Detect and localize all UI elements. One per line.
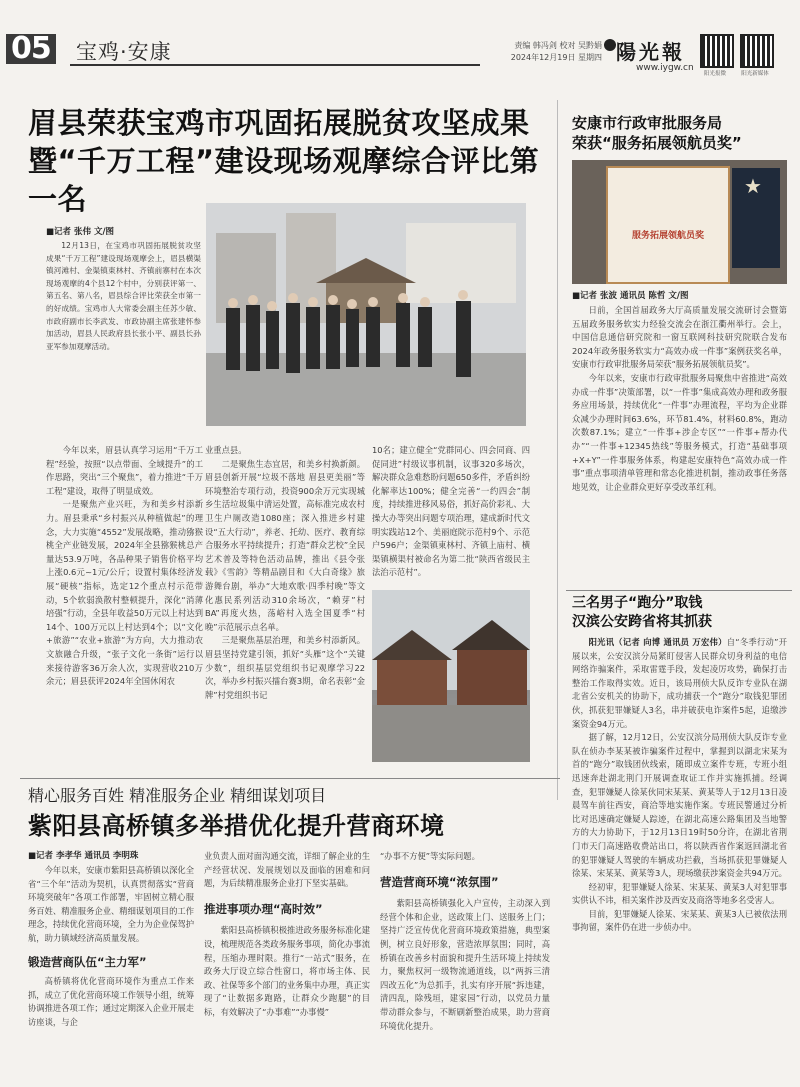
paragraph: 今年以来，安康市紫阳县高桥镇以深化全省“三个年”活动为契机，认真贯彻落实“营商环境突破年”各项工作部署，牢固树立精心服务百姓、精准服务企业、精细谋划项目的工作理念，持续优化营商环境，全力为企业保驾护航，助力镇域经济高质量发展。	[28, 865, 194, 943]
article2-headline[interactable]	[572, 113, 787, 153]
village-photo	[372, 590, 530, 762]
article-divider	[566, 590, 792, 591]
subheading: 推进事项办理“高时效”	[204, 901, 323, 916]
date-line: 2024年12月19日 星期四	[510, 53, 602, 62]
paragraph: 三是聚焦基层治理，和美乡村添新风。眉县坚持党建引领，抓好“头雁”这个“关键少数”，组织基层党组织书记观摩学习22次，举办乡村振兴擂台赛3期，命名表彰“金牌”村党组织书记	[205, 635, 365, 700]
paragraph: 据了解，12月12日，公安汉滨分局刑侦大队反诈专业队在侦办李某某被诈骗案件过程中，掌握到以湖北宋某为首的“跑分”取钱团伙线索，随即成立案件专班，专班小组迅速奔赴湖北荆门开展调查取证工作并实施抓捕。经调查，犯罪嫌疑人徐某伙同宋某某、黄某等人于12月13日凌晨驾车前往西安，商洽等地实施作案。专班民警通过分析比对迅速确定嫌疑人踪迹，在湖北高速公路集团及当地警方的大力协助下，于12月13日19时50分许，在湖北省荆门市天门高速路收费站出口，将以陕西省作案返回湖北省的犯罪嫌疑人驾驶的车辆成功拦截，当场抓获犯罪嫌疑人徐某、宋某某、黄某等3人，现场缴获涉案资金共94万元。	[572, 732, 787, 879]
subheading: 锻造营商队伍“主力军”	[28, 954, 147, 969]
qr-label: 阳光新媒体	[741, 71, 769, 77]
paragraph: 二是聚焦生态宜居，和美乡村换新颜。眉县创新开展“垃圾不落地 眉县更美丽”等环境整治专项行动，投资900余万元实现城乡生活垃圾集中清运处置，高标准完成农村卫生户厕改造1080座；深入推进乡村建设“五大行动”，养老、托幼、医疗、教育综合服务水平持续提升；打造“群众艺校”全民艺术普及等特色活动品牌，推出《县令张载》《雪韵》等精品剧目和《大白奇缘》旅游舞台剧，举办“大地欢歌·四季村晚”等文化惠民系列活动310余场次，“赖芽”村BA”再度火热，荡峪村入选全国夏季“村晚”示范展示点名单。	[205, 458, 365, 632]
article4-column-1	[28, 864, 194, 1084]
paragraph: 业重点县。	[205, 445, 247, 455]
website-url[interactable]: www.iygw.cn	[636, 63, 694, 73]
article1-column-2	[205, 444, 365, 774]
village-buildings	[372, 590, 530, 762]
article4-column-3	[380, 850, 550, 1084]
observation-visit-scene	[206, 203, 526, 426]
article3-byline: 阳光讯（记者 向博 通讯员 万宏伟）	[588, 637, 727, 647]
headline-line: 汉滨公安跨省将其抓获	[572, 614, 712, 630]
article3-body	[572, 636, 787, 1076]
issue-meta	[480, 40, 602, 64]
headline-line: 眉县荣获宝鸡市巩固拓展脱贫攻坚成果	[28, 106, 530, 140]
logo-sun-icon	[604, 39, 616, 51]
headline-line: 安康市行政审批服务局	[572, 114, 723, 132]
article1-lead	[46, 240, 201, 440]
section-title: 宝鸡·安康	[76, 40, 172, 64]
page-number: 05	[6, 34, 56, 64]
paragraph: 日前，全国首届政务大厅高质量发展交流研讨会暨第五届政务服务软实力经验交流会在浙江衢州举行。会上，中国信息通信研究院和一窗互联网科技研究院联合发布2024年政务服务软实力“高效办成一件事”案例获奖名单，安康市行政审批服务局荣获“服务拓展领航员奖”。	[572, 305, 787, 370]
paragraph: 今年以来，安康市行政审批服务局聚焦中省推进“高效办成一件事”决策部署，以“一件事”集成高效办理和政务服务应用场景，持续优化“一件事”办理流程，平均为企业群众减少办理时间63.6%，环节81.4%，材料60.8%，跑动次数87.1%；建立“一件事+涉企专区”“一件事+帮办代办”“一件事+12345热线”等服务模式，打造“基础事项+X+Y”一件事服务体系，构建起安康特色“高效办成一件事”重点事项清单管理和常态化推进机制，推动政事任务落地见效，让企业群众更好享受改革红利。	[572, 372, 787, 492]
paragraph: “办事不方便”等实际问题。	[380, 851, 480, 861]
qr-code-icon[interactable]	[700, 34, 734, 68]
article1-column-1	[46, 444, 203, 774]
paragraph: 紫阳县高桥镇积极推进政务服务标准化建设，梳理规范各类政务服务事项，简化办事流程，压缩办理时限。推行“一站式”服务，在政务大厅设立综合性窗口，将市场主体、民政、社保等多个部门的业务集中办理，真正实现了“让数据多跑路，让群众少跑腿”的目标，有效解决了“办事难”“办事慢”	[204, 925, 370, 1017]
paragraph: 紫阳县高桥镇强化入户宣传，主动深入到经营个体和企业，送政策上门、送服务上门；坚持广泛宣传优化营商环境政策措施，典型案例，树立良好形象，营造浓厚氛围；同时，高桥镇在改善乡村面貌和提升生活环境上持续发力，聚焦权河一级物流通道线，以“两拆三清四改五化”为总抓手，扎实有序开展“拆违建，清四乱，除残垣，建家园”行动，以党员力量带动群众参与，不断刷新整治成果，助力营商环境优化提升。	[380, 898, 550, 1031]
star-icon: ★	[744, 174, 762, 198]
award-photo	[572, 160, 787, 284]
paragraph: 10名；建立健全“党群同心、四会同商、四促同进”村级议事机制，议事320多场次，解决群众急难愁盼问题650多件，矛盾纠纷化解率达100%；健全完善“一约四会”制度，持续推进移风易俗，抓好高价彩礼、大操大办等突出问题专项治理，建成新时代文明实践站12个、美丽庭院示范村9个、示范户596户；金渠镇東林村、齐镇上庙村、横渠镇横渠村被命名为第二批“陕西省级民主法治示范村”。	[372, 445, 530, 578]
paragraph: 一是聚焦产业兴旺，为和美乡村添新力。眉县秉承“乡村振兴从种植做起”的理念，大力实施“4552”发展战略，推动猕猴桃全产业链发展，2024年全县猕猴桃总产量达53.9万吨，各品种果子销售价格平均上涨0.6元~1元/公斤；设置村集体经济发展“硬核”指标，选定12个重点村示范带动，5个软弱涣散村整顿提升，深化“消薄培强”行动，全县年收益50万元以上村达到14个、100万元以上村达到4个；以“文化+旅游”“农业+旅游”为方向，大力推动农文旅融合升级，“张子文化一条街”运行以来接待游客36万余人次，实现营收210万余元；眉县获评2024年全国休闲农	[46, 499, 203, 687]
editors-line: 责编 韩冯剑 校对 吴黔娟	[514, 41, 602, 50]
article2-body	[572, 304, 787, 586]
paragraph: 今年以来，眉县认真学习运用“千万工程”经验，按照“以点带面、全域提升”的工作思路，突出“三个聚焦”，着力推进“千万工程”建设，取得了明显成效。	[46, 445, 203, 496]
newspaper-logo: 陽光報	[616, 40, 685, 64]
lead-paragraph: 12月13日，在宝鸡市巩固拓展脱贫攻坚成果“千万工程”建设现场观摩会上，眉县横渠镇河滩村、金渠镇東林村、齐镇前寨村在本次现场观摩的4个县12个村中，分别获评第一、第五名、第八名，眉县综合评比荣获全市第一的好成绩。宝鸡市人大常委会副主任苏少敏、市政府副市长李武发、市政协副主席张建怀参加活动，眉县人民政府县长张小平、副县长孙亚军参加观摩活动。	[46, 241, 201, 351]
headline-line: 暨“千万工程”建设现场观摩综合评比第一名	[28, 144, 540, 216]
article-divider	[20, 778, 560, 779]
subheading: 营造营商环境“浓氛围”	[380, 874, 499, 889]
paragraph: 业负责人面对面沟通交流，详细了解企业的生产经营状况、发展规划以及面临的困难和问题，为后续精准服务企业打下坚实基础。	[204, 851, 370, 889]
paragraph: 高桥镇将优化营商环境作为重点工作来抓，成立了优化营商环境工作领导小组，统筹协调推进各项工作；通过定期深入企业开展走访座谈，与企	[28, 976, 194, 1027]
article1-photo	[206, 203, 526, 426]
certificate-title: 服务拓展领航员奖	[631, 231, 704, 241]
headline-line: 三名男子“跑分”取钱	[572, 595, 703, 611]
article1-column-3	[372, 444, 530, 589]
article4-kicker: 精心服务百姓 精准服务企业 精细谋划项目	[28, 786, 327, 805]
column-divider	[557, 100, 558, 800]
article4-byline: ■记者 李孝华 通讯员 李明珠	[28, 851, 139, 861]
qr-code-icon[interactable]	[740, 34, 774, 68]
section-divider	[70, 64, 480, 66]
headline-line: 荣获“服务拓展领航员奖”	[572, 134, 742, 152]
qr-label: 阳光报微	[703, 71, 726, 77]
article1-byline: ■记者 张伟 文/图	[46, 227, 115, 237]
award-certificate	[606, 166, 730, 284]
article3-headline[interactable]	[572, 594, 787, 632]
article4-headline[interactable]: 紫阳县高桥镇多举措优化提升营商环境	[28, 812, 445, 840]
paragraph: 经初审，犯罪嫌疑人徐某、宋某某、黄某3人对犯罪事实供认不讳，相关案件涉及西安及商洛等地多名受害人。	[572, 881, 787, 906]
article4-column-2	[204, 850, 370, 1084]
article1-headline[interactable]	[28, 104, 558, 218]
article2-byline: ■记者 张波 通讯员 陈哲 文/图	[572, 291, 689, 301]
paragraph: 目前，犯罪嫌疑人徐某、宋某某、黄某3人已被依法刑事拘留，案件仍在进一步侦办中。	[572, 908, 787, 933]
paragraph: 自“冬季行动”开展以来，公安汉滨分局紧盯侵害人民群众切身利益的电信网络诈骗案件，采取雷霆手段，发起凌厉攻势，确保打击整治工作取得实效。近日，该局刑侦大队反诈专业队在湖北省公安机关的协助下，成功捕获一个“跑分”取钱犯罪团伙，抓获犯罪嫌疑人3名，串并破获电诈案件5起，追缴涉案资金94万元。	[572, 637, 787, 729]
